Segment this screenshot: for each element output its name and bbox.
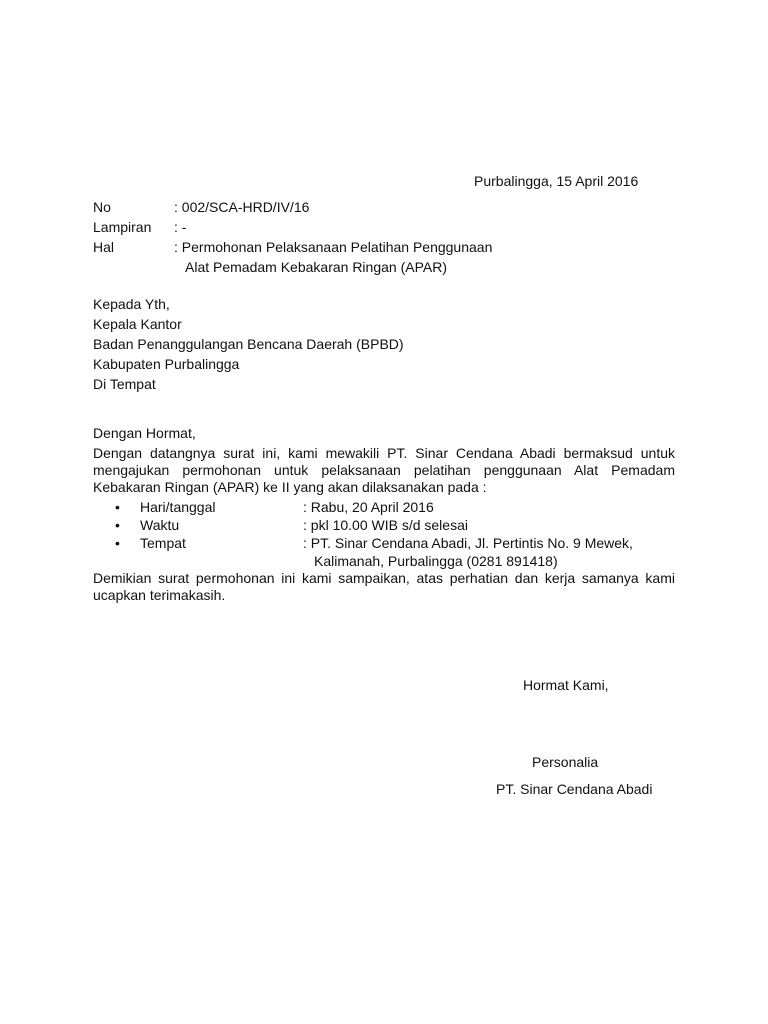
recipient-block [93,294,404,394]
intro-paragraph [93,445,675,496]
detail-value: : pkl 10.00 WIB s/d selesai [303,517,468,533]
detail-value: : Rabu, 20 April 2016 [303,499,434,515]
signatory-position: Personalia [532,754,599,770]
recipient-line: Di Tempat [93,376,156,392]
recipient-line: Badan Penanggulangan Bencana Daerah (BPBD) [93,336,404,352]
signatory-company: PT. Sinar Cendana Abadi [496,781,653,797]
recipient-line: Kepada Yth, [93,296,170,312]
list-item [93,498,653,516]
detail-label: Waktu [140,517,180,533]
detail-value: : PT. Sinar Cendana Abadi, Jl. Pertintis No. 9 Mewek, [303,535,633,551]
detail-list [93,498,653,570]
list-item [93,516,653,534]
bullet-icon: • [115,535,120,551]
closing-paragraph [93,570,675,604]
paragraph-line: ucapkan terimakasih. [93,587,226,603]
meta-label: Lampiran [93,219,152,235]
meta-value: : - [174,219,187,235]
paragraph-line: mengajukan permohonan untuk pelaksanaan pelatihan penggunaan Alat Pemadam [93,462,675,478]
subject-continuation: Alat Pemadam Kebakaran Ringan (APAR) [185,259,447,275]
bullet-icon: • [115,499,120,515]
bullet-icon: • [115,517,120,533]
paragraph-line: Dengan datangnya surat ini, kami mewakili PT. Sinar Cendana Abadi bermaksud untuk [93,445,675,461]
paragraph-line: Kebakaran Ringan (APAR) ke II yang akan dilaksanakan pada : [93,479,487,495]
greeting: Dengan Hormat, [93,425,196,441]
meta-value: : 002/SCA-HRD/IV/16 [174,199,310,215]
recipient-line: Kabupaten Purbalingga [93,356,240,372]
detail-label: Tempat [140,535,186,551]
sign-off: Hormat Kami, [523,677,609,693]
list-item-continuation [93,552,653,570]
meta-value: : Permohonan Pelaksanaan Pelatihan Penggunaan [174,239,493,255]
list-item [93,534,653,552]
meta-label: Hal [93,239,115,255]
recipient-line: Kepala Kantor [93,316,182,332]
paragraph-line: Demikian surat permohonan ini kami sampaikan, atas perhatian dan kerja samanya kami [93,570,675,586]
detail-label: Hari/tanggal [140,499,216,515]
meta-label: No [93,199,111,215]
detail-value-continuation: Kalimanah, Purbalingga (0281 891418) [314,553,558,569]
place-date: Purbalingga, 15 April 2016 [474,173,639,189]
